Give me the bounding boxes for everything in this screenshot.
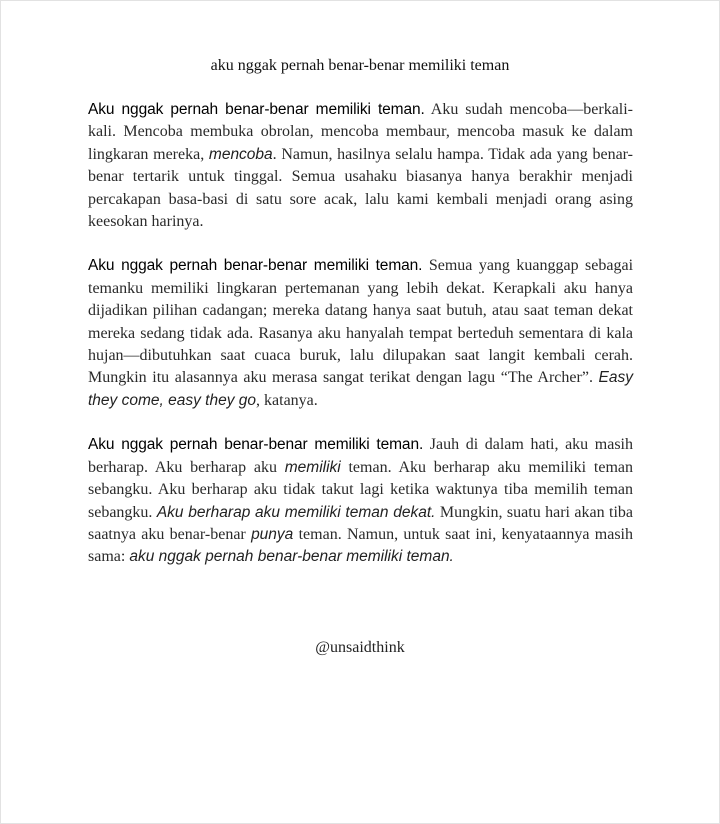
paragraph-text: Mungkin, suatu hari akan tiba saatnya aku benar-benar — [88, 503, 633, 543]
paragraph-2 — [88, 255, 633, 412]
paragraph-emphasis: aku nggak pernah benar-benar memiliki teman. — [129, 548, 454, 566]
paragraph-lead: Aku nggak pernah benar-benar memiliki teman. — [88, 257, 423, 275]
paragraph-text: teman. Namun, untuk saat ini, kenyataannya masih sama: — [88, 525, 633, 566]
author-handle: @unsaidthink — [315, 639, 405, 656]
paragraph-text: Aku sudah mencoba—berkali-kali. Mencoba membuka obrolan, mencoba membaur, mencoba masuk ke dalam lingkaran mereka, — [88, 101, 634, 163]
paragraph-text: , katanya. — [256, 391, 318, 409]
document-body — [88, 99, 633, 591]
paragraph-text: . Namun, hasilnya selalu hampa. Tidak ada yang benar-benar tertarik untuk tinggal. Semua usahaku biasanya hanya berakhir menjadi percakapan basa-basi di satu sore acak, lalu kami kembali menjadi orang asing keesokan harinya. — [88, 145, 633, 231]
document-title: aku nggak pernah benar-benar memiliki teman — [210, 57, 510, 74]
paragraph-emphasis: punya — [251, 525, 294, 543]
paragraph-text: Jauh di dalam hati, aku masih berharap. Aku berharap aku — [88, 436, 633, 476]
paragraph-text: teman. Aku berharap aku memiliki teman sebangku. Aku berharap aku tidak takut lagi ketika waktunya tiba memilih teman sebangku. — [88, 458, 633, 521]
paragraph-emphasis: memiliki — [284, 458, 341, 476]
paragraph-lead: Aku nggak pernah benar-benar memiliki teman. — [88, 436, 424, 454]
paragraph-3 — [88, 434, 633, 568]
paragraph-text: Semua yang kuanggap sebagai temanku memiliki lingkaran pertemanan yang lebih dekat. Kerapkali aku hanya dijadikan pilihan cadangan; mereka datang hanya saat butuh, atau saat teman dekat mereka sedang tidak ada. Rasanya aku hanyalah tempat berteduh sementara di kala hujan—dibutuhkan saat cuaca buruk, lalu dilupakan saat langit kembali cerah. Mungkin itu alasannya aku merasa sangat terikat dengan lagu “The Archer”. — [88, 257, 634, 387]
paragraph-emphasis: Aku berharap aku memiliki teman dekat. — [156, 503, 436, 521]
paragraph-1 — [88, 99, 633, 233]
paragraph-lead: Aku nggak pernah benar-benar memiliki teman. — [88, 101, 425, 118]
paragraph-emphasis: Easy they come, easy they go — [88, 369, 633, 409]
paragraph-emphasis: mencoba — [208, 145, 273, 163]
